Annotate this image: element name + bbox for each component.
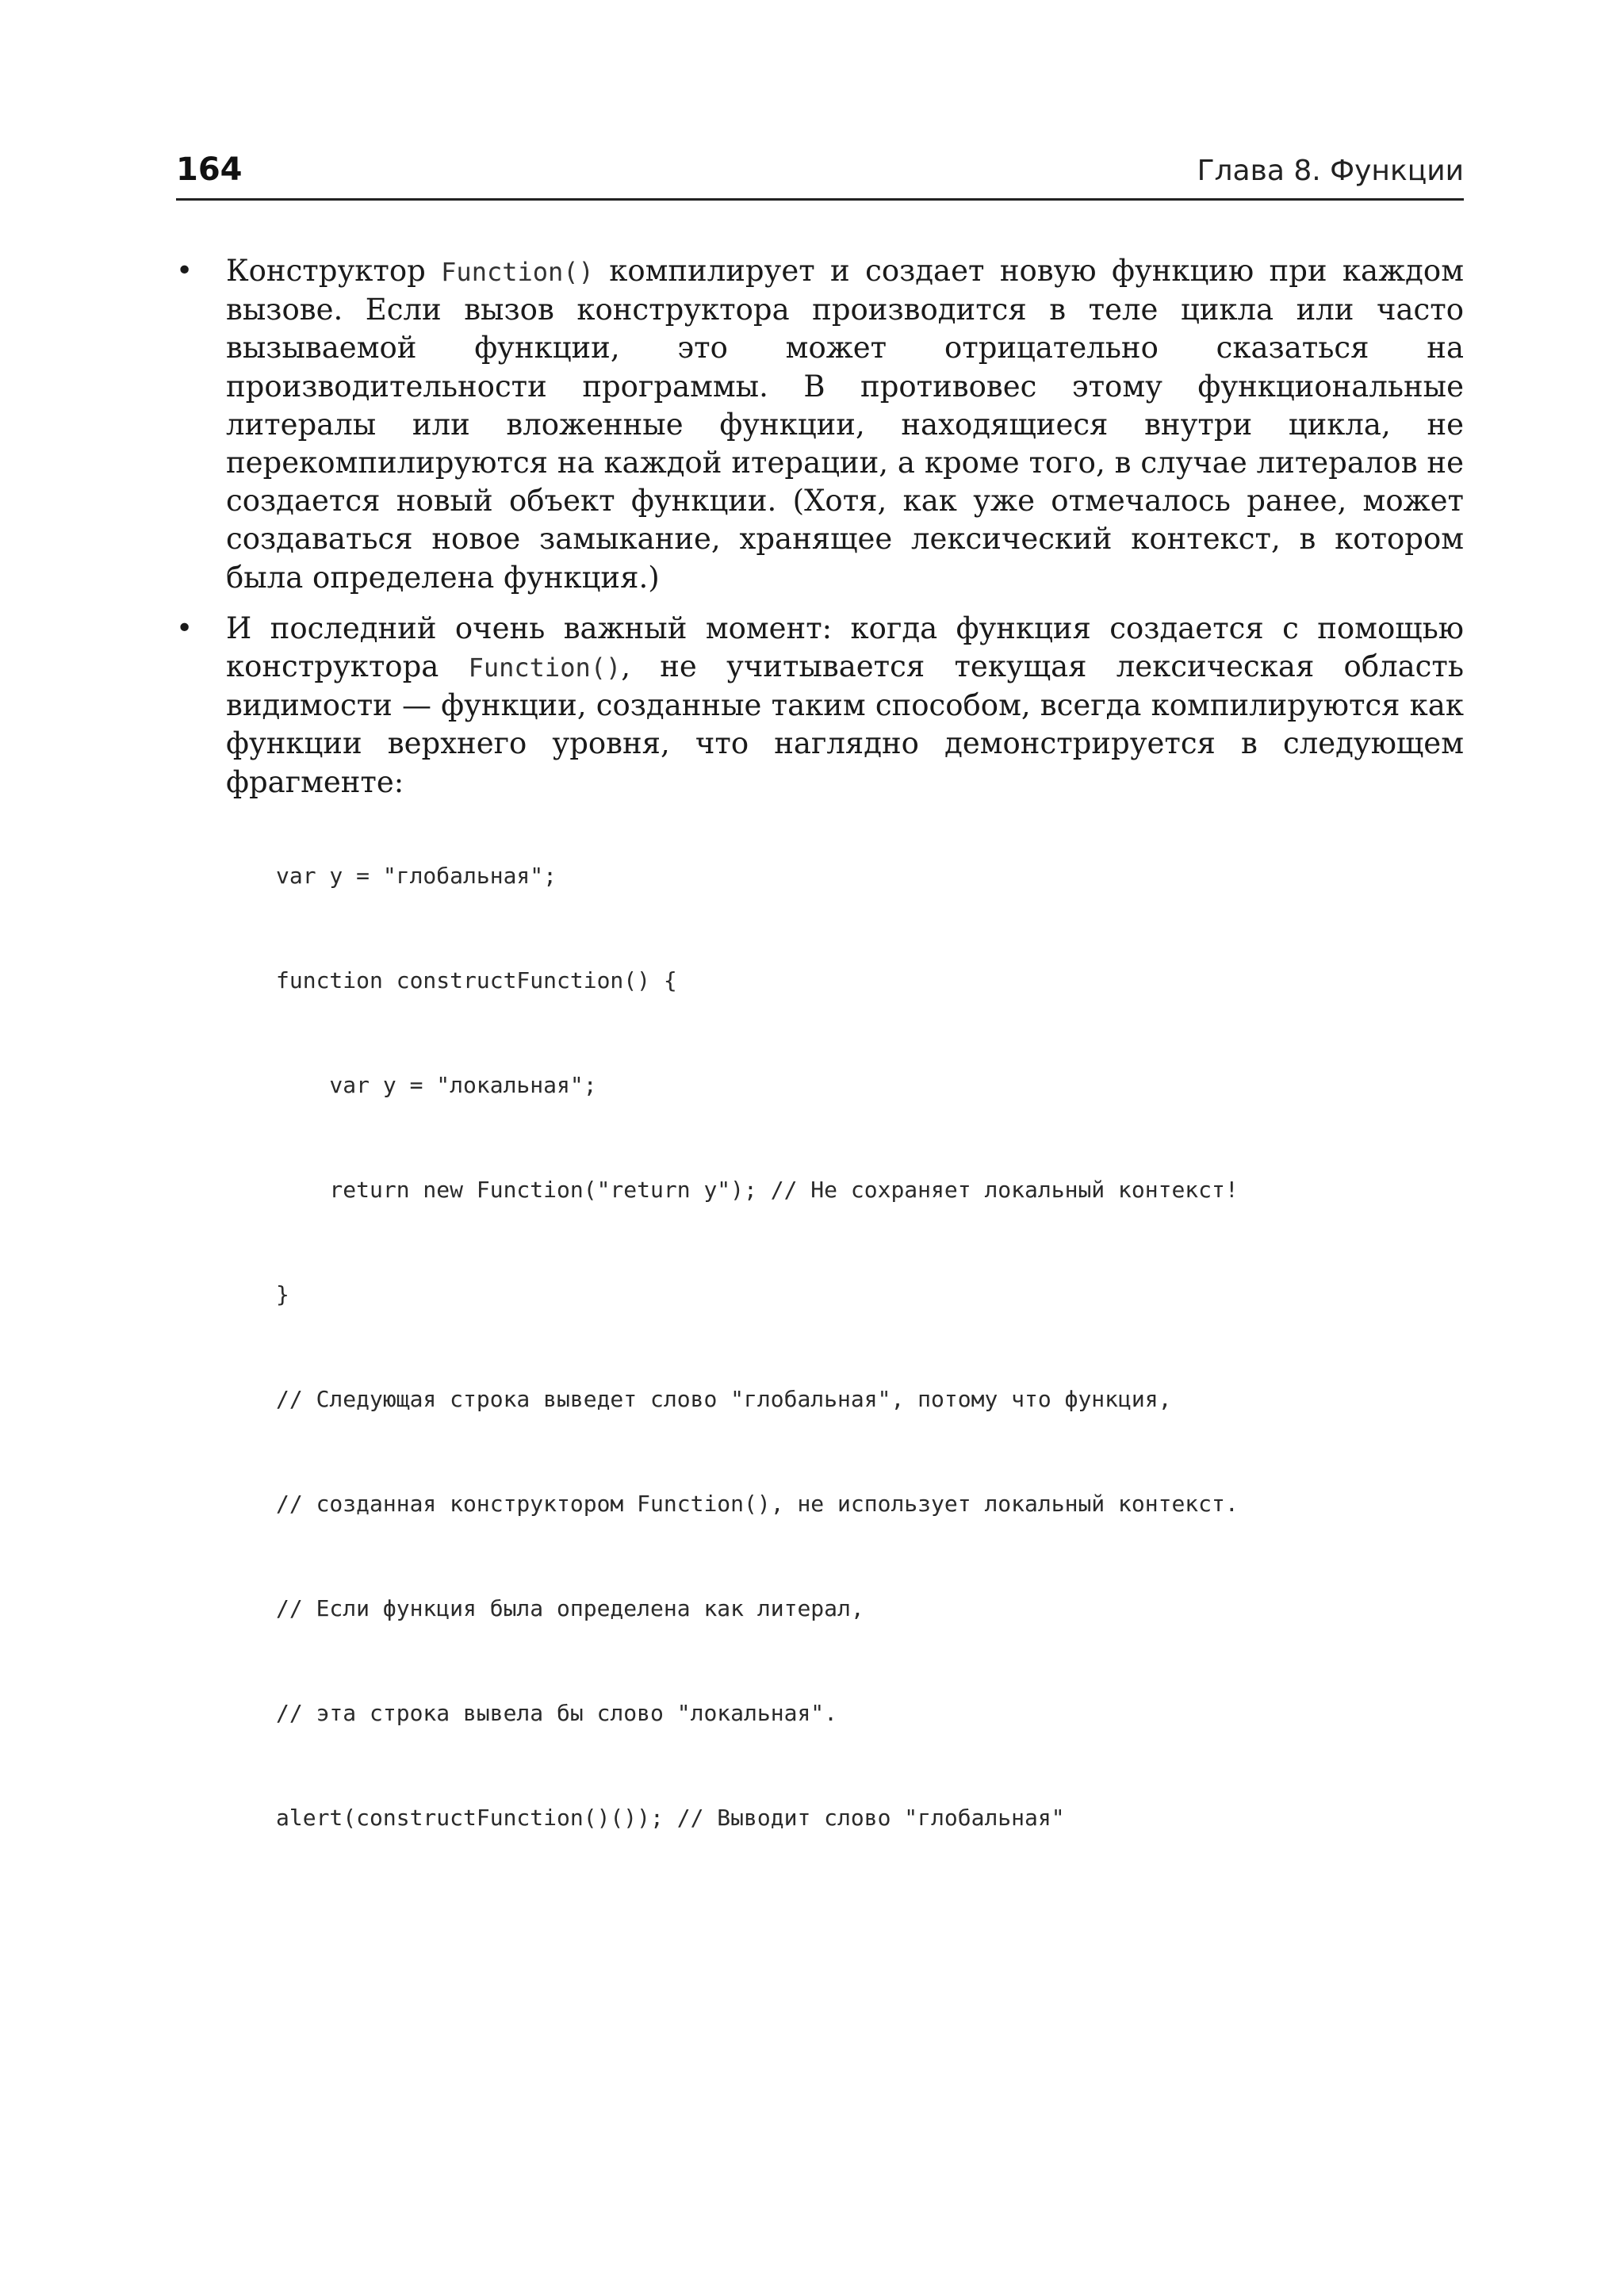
bullet-icon: • (176, 255, 193, 287)
bullet-text: компилирует и создает новую функцию при каждом вызове. Если вызов конструктора производится в теле цикла или часто вызываемой функции, это может отрицательно сказаться на производительности программы. В противовес этому функциональные литералы или вложенные функции, находящиеся внутри цикла, не перекомпилируются на каждой итерации, а кроме того, в случае литералов не создается новый объект функции. (Хотя, как уже отмечалось ранее, может создаваться новое замыкание, хранящее лексический контекст, в котором была определена функция.) (226, 254, 1464, 595)
code-line: var y = "локальная"; (276, 1072, 597, 1098)
bullet-text: И последний очень важный момент: когда функция создается с помощью конструктора (226, 611, 1464, 684)
code-line: // эта строка вывела бы слово "локальная". (276, 1700, 838, 1726)
bullet-text: Конструктор (226, 254, 442, 288)
code-line: var y = "глобальная"; (276, 863, 557, 889)
code-line: // созданная конструктором Function(), не использует локальный контекст. (276, 1491, 1239, 1517)
code-listing (276, 789, 1239, 1905)
code-line: // Следующая строка выведет слово "глобальная", потому что функция, (276, 1386, 1172, 1412)
chapter-title: Глава 8. Функции (1197, 155, 1464, 187)
inline-code: Function() (441, 257, 594, 287)
running-header (176, 147, 1464, 201)
code-line: return new Function("return y"); // Не сохраняет локальный контекст! (276, 1177, 1239, 1203)
bullet-text: , не учитывается текущая лексическая область видимости — функции, созданные таким способом, всегда компилируются как функции верхнего уровня, что наглядно демонстрируется в следующем фрагменте: (226, 649, 1465, 799)
bullet-item-lexical-scope (176, 610, 1464, 802)
code-line: } (276, 1281, 289, 1307)
bullet-icon: • (176, 611, 193, 645)
page-number: 164 (176, 151, 243, 188)
code-line: function constructFunction() { (276, 967, 677, 993)
inline-code: Function() (468, 653, 622, 683)
bullet-item-constructor-performance (176, 252, 1464, 597)
code-line: alert(constructFunction()()); // Выводит слово "глобальная" (276, 1805, 1065, 1831)
bullet-list (176, 252, 1464, 814)
code-line: // Если функция была определена как литерал, (276, 1595, 864, 1621)
